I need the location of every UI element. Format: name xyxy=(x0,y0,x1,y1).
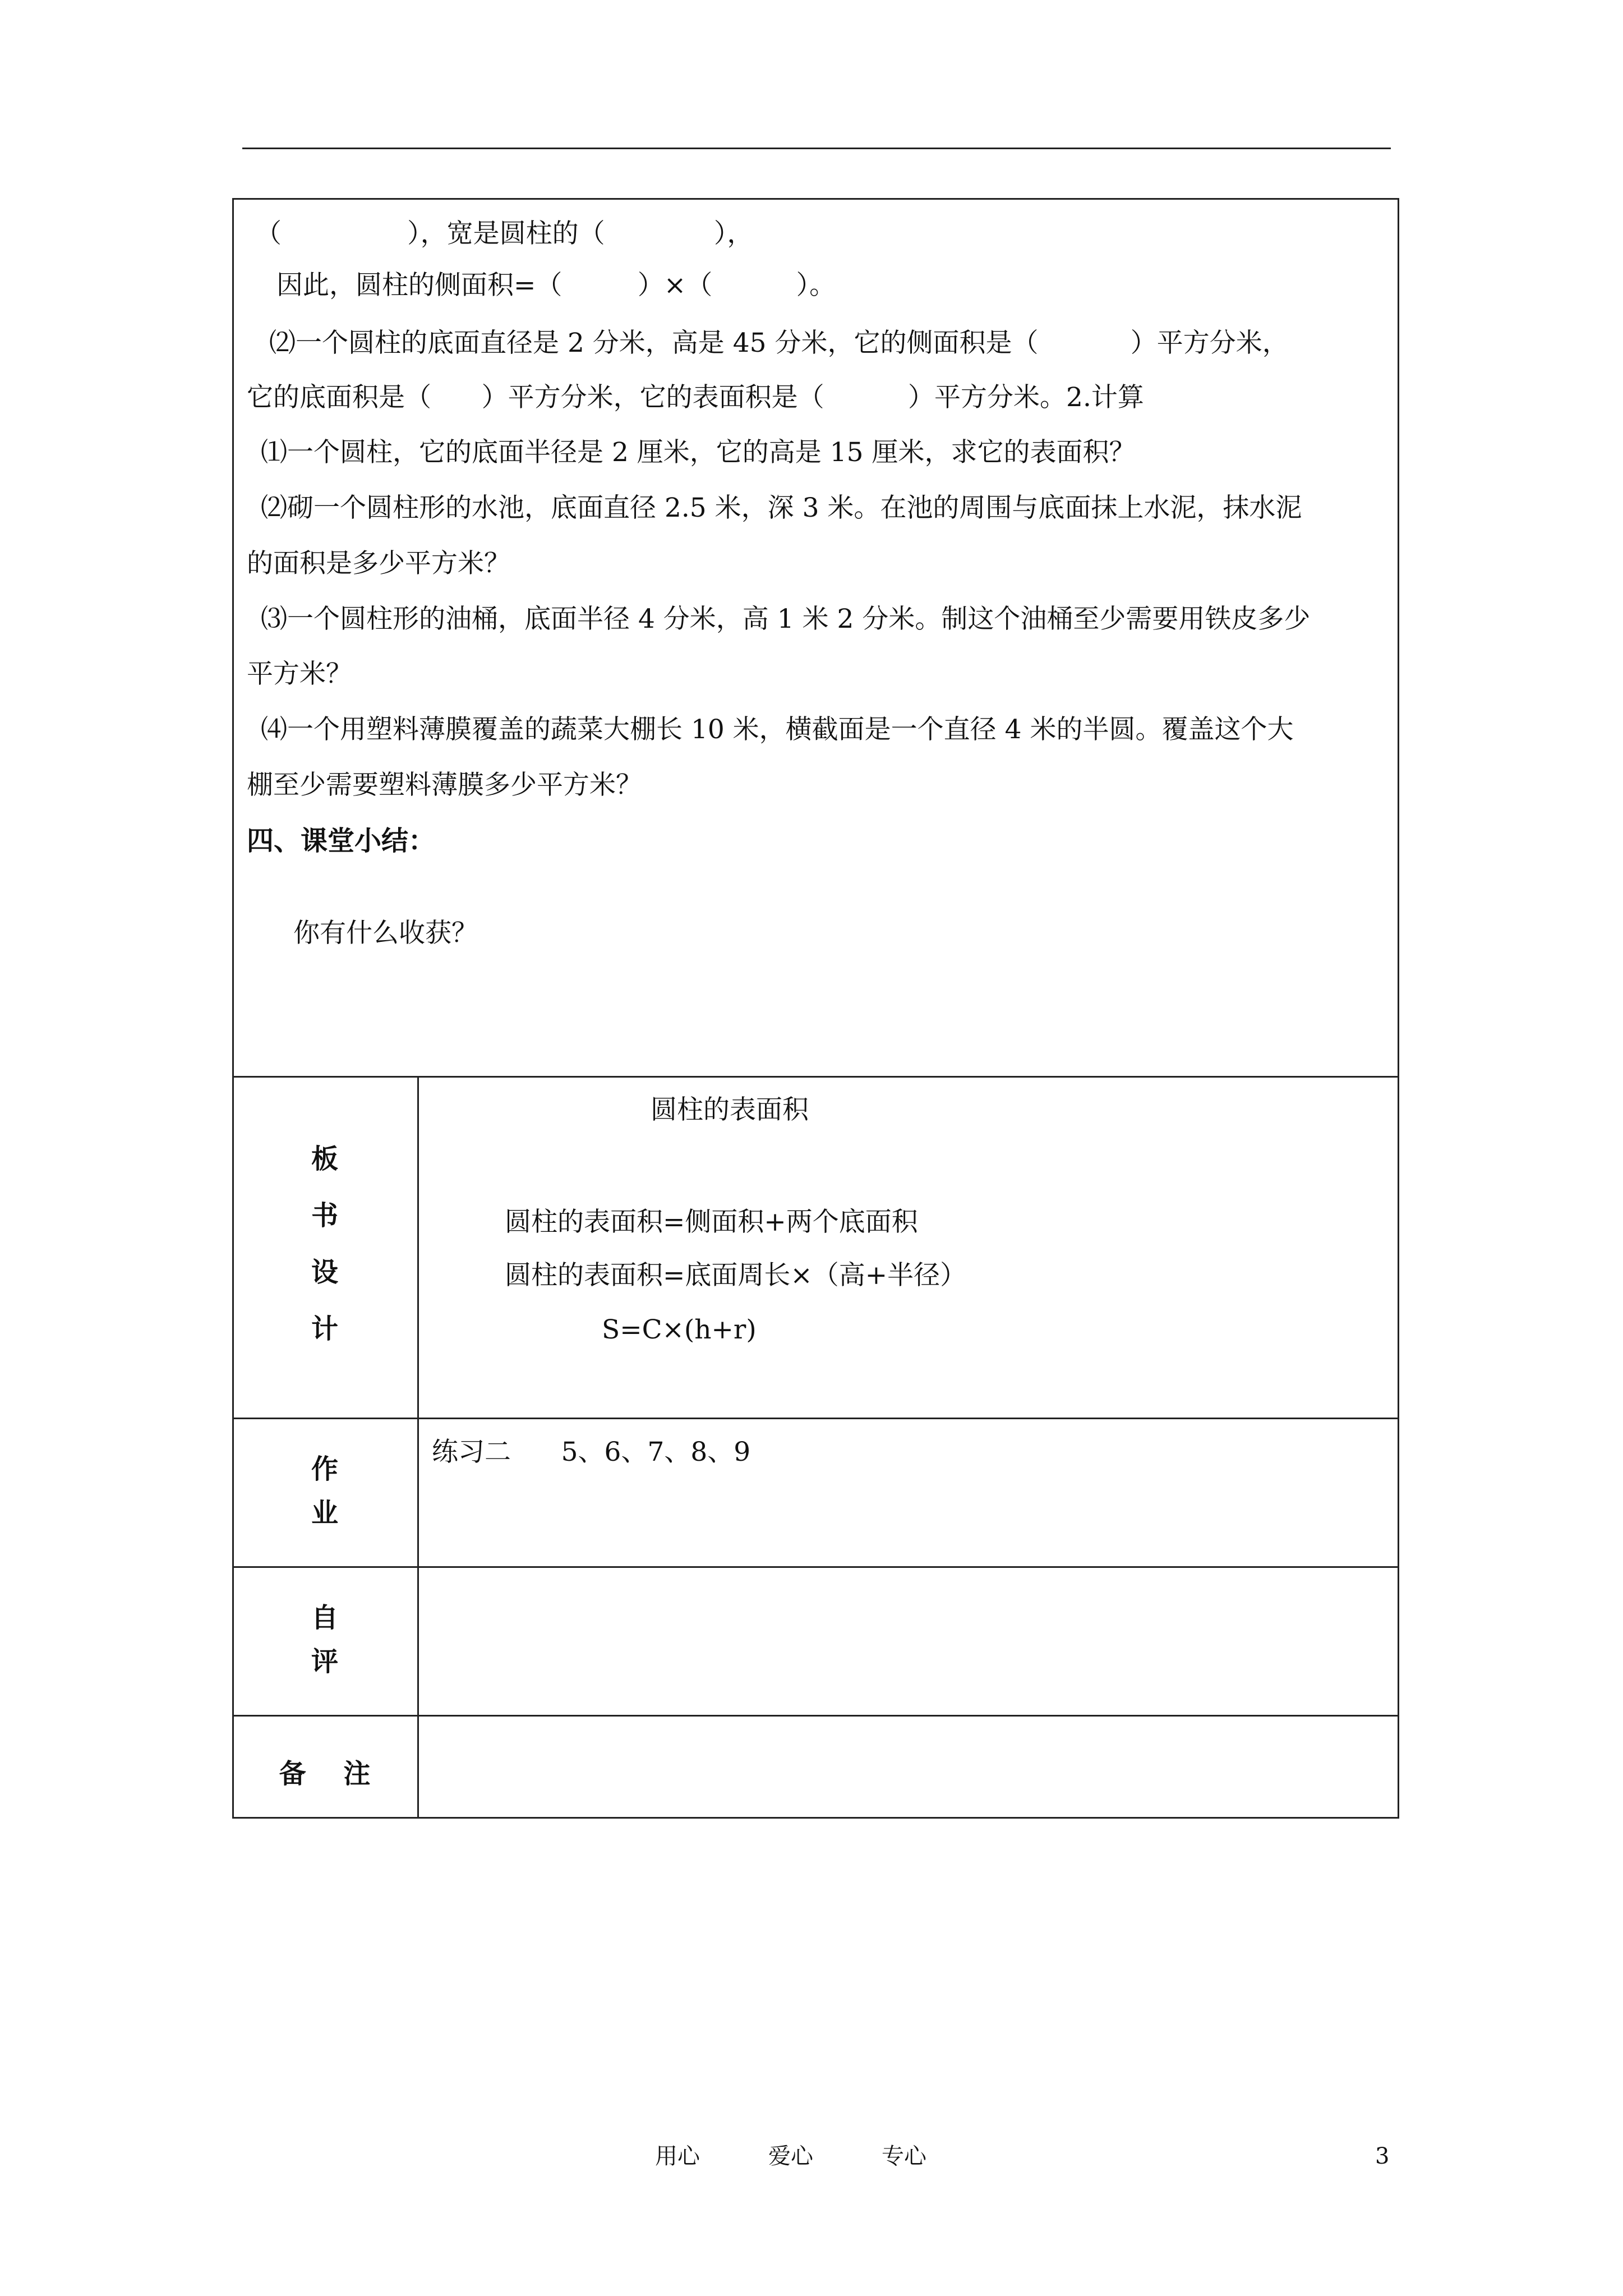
text-line-3: ⑵一个圆柱的底面直径是 2 分米，高是 45 分米，它的侧面积是（ ）平方分米， xyxy=(269,328,1289,358)
board-formula-3: S=C×(h+r) xyxy=(602,1314,757,1345)
text-line-2: 因此，圆柱的侧面积=（ ）×（ ）。 xyxy=(276,270,836,301)
board-label-char: 书 xyxy=(311,1200,338,1231)
board-label-char: 板 xyxy=(311,1143,338,1175)
remarks-label xyxy=(232,1760,417,1787)
text-line-9: 平方米？ xyxy=(247,659,352,689)
board-title: 圆柱的表面积 xyxy=(651,1094,809,1125)
homework-content: 练习二 5、6、7、8、9 xyxy=(432,1437,751,1467)
footer-motto-3: 专心 xyxy=(882,2143,926,2169)
text-line-6: ⑵砌一个圆柱形的水池，底面直径 2.5 米，深 3 米。在池的周围与底面抹上水泥，抹水泥 xyxy=(261,493,1302,523)
text-line-8: ⑶一个圆柱形的油桶，底面半径 4 分米，高 1 米 2 分米。制这个油桶至少需要用铁皮多少 xyxy=(261,604,1311,634)
self-eval-label-char: 评 xyxy=(311,1646,338,1677)
footer-motto-1: 用心 xyxy=(655,2143,700,2169)
text-line-10: ⑷一个用塑料薄膜覆盖的蔬菜大棚长 10 米，横截面是一个直径 4 米的半圆。覆盖这个大 xyxy=(261,714,1294,745)
header-rule xyxy=(242,148,1391,149)
self-eval-label-char: 自 xyxy=(311,1602,338,1634)
text-line-5: ⑴一个圆柱，它的底面半径是 2 厘米，它的高是 15 厘米，求它的表面积？ xyxy=(261,437,1136,468)
homework-label xyxy=(232,1453,417,1529)
board-formula-1: 圆柱的表面积=侧面积+两个底面积 xyxy=(505,1207,918,1237)
column-divider xyxy=(417,1076,419,1819)
row-divider-board xyxy=(232,1076,1399,1078)
summary-question: 你有什么收获？ xyxy=(293,918,478,949)
board-label-char: 计 xyxy=(311,1313,338,1345)
homework-label-char: 业 xyxy=(311,1497,338,1529)
row-divider-self-eval xyxy=(232,1566,1399,1568)
text-line-7: 的面积是多少平方米？ xyxy=(247,548,510,579)
text-line-1: （ ），宽是圆柱的（ ）， xyxy=(255,218,754,249)
board-label-char: 设 xyxy=(311,1257,338,1288)
self-eval-label xyxy=(232,1604,417,1675)
homework-label-char: 作 xyxy=(311,1453,338,1485)
row-divider-remarks xyxy=(232,1715,1399,1717)
board-formula-2: 圆柱的表面积=底面周长×（高+半径） xyxy=(505,1260,967,1291)
summary-heading: 四、课堂小结： xyxy=(247,825,436,857)
remarks-label-text: 备 注 xyxy=(279,1758,371,1789)
footer-motto-2: 爱心 xyxy=(768,2143,813,2169)
text-line-4: 它的底面积是（ ）平方分米，它的表面积是（ ）平方分米。2.计算 xyxy=(247,382,1144,413)
page-number: 3 xyxy=(1375,2143,1390,2169)
row-divider-homework xyxy=(232,1418,1399,1419)
board-design-label xyxy=(232,1143,417,1345)
text-line-11: 棚至少需要塑料薄膜多少平方米？ xyxy=(247,770,642,800)
